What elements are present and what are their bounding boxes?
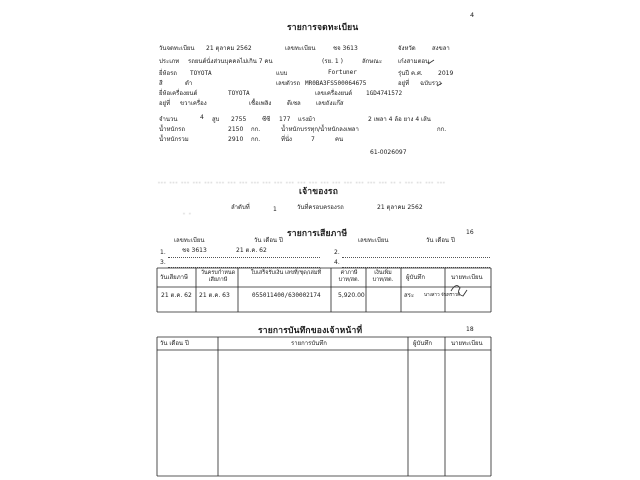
color-value: ดำ [185,80,193,87]
owner-seq-label: ลำดับที่ [231,204,250,211]
page-number: 4 [470,11,475,19]
owner-blurred: · · [183,211,192,218]
engine-brand-value: TOYOTA [228,90,250,97]
type-label: ประเภท [159,58,180,65]
year-value: 2019 [438,70,454,77]
engine-no-label: เลขเครื่องยนต์ [315,90,353,97]
tax-receipt: 055011400/630002174 [252,292,321,299]
tax-entry-line [168,267,320,268]
chassis-location-value: ฉบับรวา [420,80,442,87]
count-label: จำนวน [159,116,178,123]
tax-entry-line [168,257,320,258]
tax-col-header: นายทะเบียน [451,274,483,281]
cc-value: 2755 [231,116,247,123]
tax-entry-num: 1. [160,249,166,256]
owner-date-value: 21 ตุลาคม 2562 [377,204,423,211]
tax-date-header-2: วัน เดือน ปี [426,237,455,244]
year-label: รุ่นปี ค.ศ. [398,70,423,77]
reg-date-label: วันจดทะเบียน [159,45,195,52]
cylinder-value: 4 [200,114,204,121]
engine-location-value: ขวาเครื่อง [180,100,207,107]
plate-value: ชจ 3613 [333,45,358,52]
seat-label: ที่นั่ง [281,136,292,143]
brand-label: ยี่ห้อรถ [159,70,177,77]
tax-recorder: สระ [404,292,415,299]
tax-entry-num: 3. [160,259,166,266]
tax-plate-header-2: เลขทะเบียน [358,237,389,244]
tax-paid-date: 21 ต.ค. 62 [161,292,192,299]
engine-no-value: 1GD4741572 [366,90,403,97]
officer-col-header: นายทะเบียน [451,340,483,347]
chassis-value: MR0BA3FS500064675 [305,80,367,87]
chassis-location-label: อยู่ที่ [398,80,410,87]
load-unit: กก. [437,126,447,133]
weight-value: 2150 [228,126,244,133]
seat-value: 7 [311,136,315,143]
plate-label: เลขทะเบียน [285,45,316,52]
registration-title: รายการจดทะเบียน [287,23,359,33]
fuel-label: เชื้อเพลิง [249,100,272,107]
tax-entry-num: 2. [334,249,340,256]
seat-unit: คน [335,136,344,143]
gross-label: น้ำหนักรวม [159,136,189,143]
tax-title: รายการเสียภาษี [287,229,348,239]
tax-entry-num: 4. [334,259,340,266]
load-label: น้ำหนักบรรทุก/น้ำหนักลงเพลา [281,126,359,133]
owner-seq-value: 1 [273,206,277,213]
tax-col-header: ค่าภาษี บาท/สต. [338,270,360,283]
cc-unit: ซีซี [262,116,271,123]
tax-col-header: วันครบกำหนด เสียภาษี [200,270,236,283]
officer-title: รายการบันทึกของเจ้าหน้าที่ [258,326,363,336]
style-value: เก๋งสามตอน [398,58,430,65]
tax-date-header: วัน เดือน ปี [254,237,283,244]
reg-date-value: 21 ตุลาคม 2562 [206,45,252,52]
officer-page-number: 18 [466,326,474,333]
style-label: ลักษณะ [362,58,383,65]
model-label: แบบ [276,70,288,77]
gross-unit: กก. [251,136,261,143]
officer-col-header: รายการบันทึก [291,340,327,347]
tax-entry-line [342,267,490,268]
tax-entry-date: 21 ต.ค. 62 [236,247,267,254]
province-label: จังหวัด [398,45,416,52]
tank-label: เลขถังแก๊ส [316,100,344,107]
weight-unit: กก. [251,126,261,133]
type-code: (รย. 1 ) [322,58,343,65]
tax-col-header: เงินเพิ่ม บาท/สต. [372,270,394,283]
tax-registrar: นางสาว จันทราวดี [424,293,461,298]
tax-col-header: ใบเสร็จรับเงิน เลขที่/ชุด/เล่มที่ [250,270,322,276]
tax-plate-header: เลขทะเบียน [174,237,205,244]
cylinder-unit: สูบ [212,116,220,123]
hp-value: 177 [279,116,291,123]
tax-entry-line [342,257,490,258]
weight-label: น้ำหนักรถ [159,126,186,133]
blurred-line: ··· ··· ··· ··· ··· ··· ··· ··· ··· ··· ··· ··· ··· ··· ··· ··· ··· ··· ··· ··· ·· · ··· ·· ··· ··· [158,180,446,187]
officer-col-header: ผู้บันทึก [413,340,433,347]
tax-entry-plate: ชจ 3613 [182,247,207,254]
owner-date-label: วันที่ครอบครองรถ [297,204,344,211]
engine-brand-label: ยี่ห้อเครื่องยนต์ [159,90,198,97]
gross-value: 2910 [228,136,244,143]
tax-page-number: 16 [466,229,474,236]
type-value: รถยนต์นั่งส่วนบุคคลไม่เกิน 7 คน [188,58,273,65]
tax-due-date: 21 ต.ค. 63 [199,292,230,299]
axle-text: 2 เพลา 4 ล้อ ยาง 4 เส้น [368,116,431,123]
province-value: สงขลา [432,45,450,52]
tax-col-header: ผู้บันทึก [406,274,426,281]
brand-value: TOYOTA [190,70,212,77]
chassis-label: เลขตัวรถ [276,80,300,87]
tax-col-header: วันเสียภาษี [160,274,188,281]
tax-amount: 5,920.00 [338,292,365,299]
fuel-value: ดีเซล [287,100,301,107]
doc-number: 61-0026097 [370,149,407,156]
engine-location-label: อยู่ที่ [159,100,171,107]
hp-unit: แรงม้า [298,116,316,123]
model-value: Fortuner [328,69,357,76]
owner-title: เจ้าของรถ [299,187,339,197]
officer-col-header: วัน เดือน ปี [160,340,189,347]
color-label: สี [159,80,163,87]
